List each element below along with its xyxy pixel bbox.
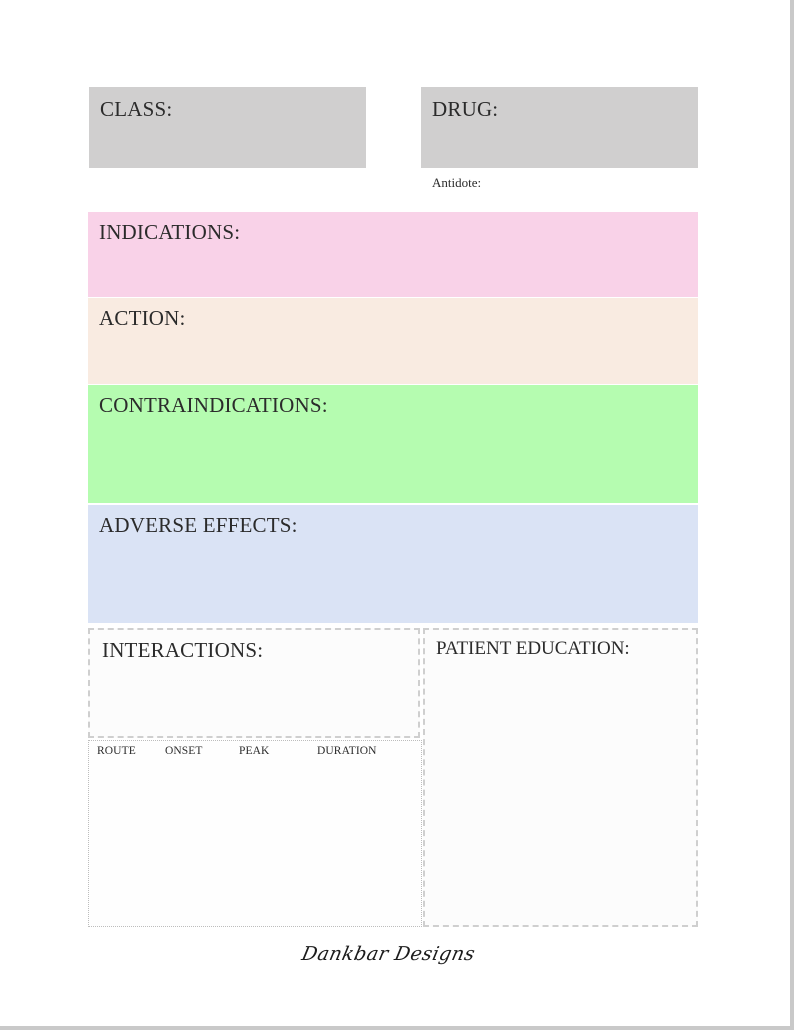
route-column-header: ROUTE	[97, 745, 136, 757]
contraindications-label: CONTRAINDICATIONS:	[99, 393, 328, 417]
indications-section[interactable]	[88, 212, 698, 297]
interactions-section[interactable]	[88, 628, 420, 738]
class-field[interactable]	[89, 87, 366, 168]
patient-education-section[interactable]	[423, 628, 698, 927]
designer-signature: Dankbar Designs	[299, 943, 478, 965]
action-section[interactable]	[88, 298, 698, 384]
peak-column-header: PEAK	[239, 745, 270, 757]
onset-column-header: ONSET	[165, 745, 203, 757]
drug-field[interactable]	[421, 87, 698, 168]
antidote-label: Antidote:	[432, 175, 482, 190]
pharmacokinetics-table[interactable]	[88, 740, 422, 927]
class-label: CLASS:	[100, 97, 173, 121]
pharmacokinetics-header-row	[97, 745, 377, 757]
patient-education-label: PATIENT EDUCATION:	[436, 638, 630, 659]
drug-label: DRUG:	[432, 97, 499, 121]
adverse-effects-label: ADVERSE EFFECTS:	[99, 513, 298, 537]
duration-column-header: DURATION	[317, 745, 377, 757]
indications-label: INDICATIONS:	[99, 220, 241, 244]
adverse-effects-section[interactable]	[88, 505, 698, 623]
action-label: ACTION:	[99, 306, 186, 330]
contraindications-section[interactable]	[88, 385, 698, 503]
interactions-label: INTERACTIONS:	[102, 638, 264, 662]
